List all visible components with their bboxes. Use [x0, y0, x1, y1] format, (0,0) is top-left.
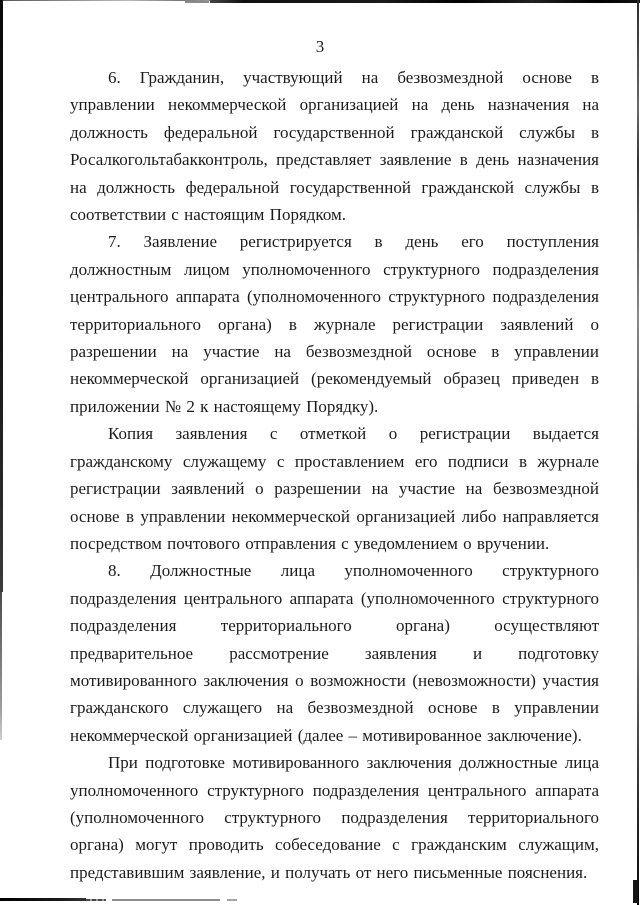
document-text-block	[70, 64, 599, 886]
paragraph-8: 8. Должностные лица уполномоченного структурного подразделения центрального аппарата (уполномоченного структурного подразделения территориального органа) осуществляют предварительное рассмотрение заявления и подготовку мотивированного заключения о возможности (невозможности) участия гражданского служащего на безвозмездной основе в управлении некоммерческой организацией (далее – мотивированное заключение).	[70, 561, 599, 745]
scan-artifact-bottom-dash	[227, 899, 237, 901]
paragraph-7: 7. Заявление регистрируется в день его поступления должностным лицом уполномоченного структурного подразделения центрального аппарата (уполномоченного структурного подразделения территориального органа) в журнале регистрации заявлений о разрешении на участие на безвозмездной основе в управлении некоммерческой организацией (рекомендуемый образец приведен в приложении № 2 к настоящему Порядку).	[70, 232, 599, 416]
page-number: 3	[315, 37, 325, 56]
scan-artifact-right-bottom-mark	[633, 880, 638, 903]
scan-artifact-left-line-fade	[0, 592, 2, 740]
scan-artifact-bottom-line-gray	[112, 899, 220, 901]
scan-artifact-bottom-line-dashes	[86, 899, 106, 901]
paragraph-6: 6. Гражданин, участвующий на безвозмездной основе в управлении некоммерческой организацией на день назначения на должность федеральной государственной гражданской службы в Росалкогольтабакконтроль, представляет заявление в день назначения на должность федеральной государственной гражданской службы в соответствии с настоящим Порядком.	[70, 68, 599, 225]
paragraph-7-copy-clause: Копия заявления с отметкой о регистрации выдается гражданскому служащему с проставлением его подписи в журнале регистрации заявлений о разрешении на участие на безвозмездной основе в управлении некоммерческой организацией либо направляется посредством почтового отправления с уведомлением о вручении.	[70, 424, 599, 553]
scan-artifact-left-line	[0, 0, 3, 592]
scan-artifact-top-thin-line	[0, 0, 212, 1]
scan-artifact-top-line	[210, 0, 640, 3]
scan-artifact-right-line	[637, 0, 639, 905]
scan-artifact-bottom-line-dark	[0, 898, 86, 901]
scan-artifact-top-dash	[185, 1, 209, 3]
paragraph-8-interview-clause: При подготовке мотивированного заключения должностные лица уполномоченного структурного подразделения центрального аппарата (уполномоченного структурного подразделения территориального органа) могут проводить собеседование с гражданским служащим, представившим заявление, и получать от него письменные пояснения.	[70, 753, 599, 882]
